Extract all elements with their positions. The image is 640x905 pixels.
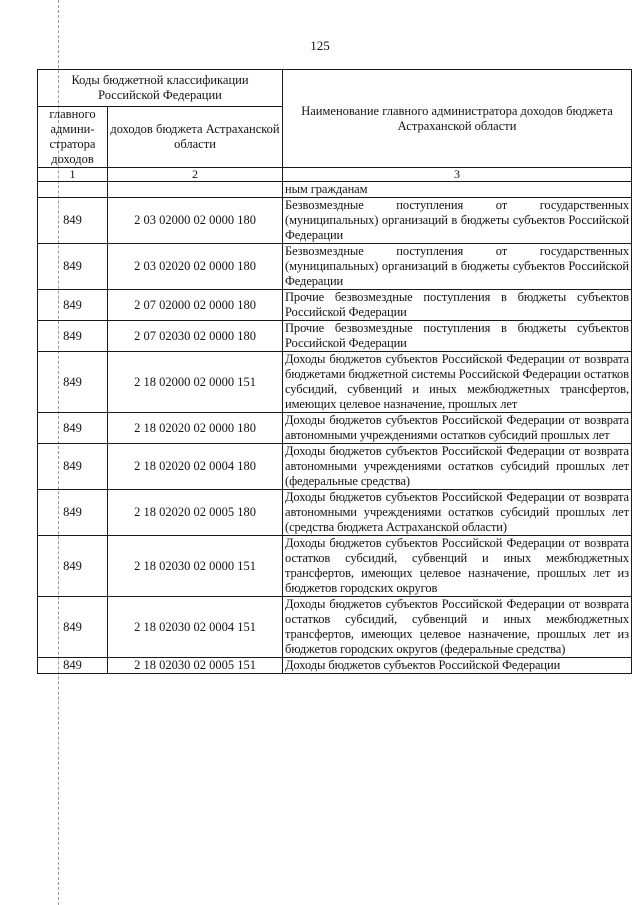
admin-code: 849: [38, 244, 108, 290]
table-row: [38, 444, 632, 490]
admin-code: 849: [38, 658, 108, 674]
header-administrator-name: Наименование главного администратора доходов бюджета Астраханской области: [283, 70, 632, 168]
revenue-code: 2 18 02030 02 0005 151: [108, 658, 283, 674]
table-row: [38, 321, 632, 352]
revenue-name: Доходы бюджетов субъектов Российской Федерации от возврата автономными учреждениями остатков субсидий прошлых лет (средства бюджета Астраханской области): [283, 490, 632, 536]
column-number: 2: [108, 168, 283, 182]
revenue-code: 2 07 02030 02 0000 180: [108, 321, 283, 352]
revenue-name: Доходы бюджетов субъектов Российской Федерации от возврата остатков субсидий, субвенций и иных межбюджетных трансфертов, имеющих целевое назначение, прошлых лет из бюджетов городских округов (федеральные средства): [283, 597, 632, 658]
table-row: [38, 658, 632, 674]
table-row: [38, 352, 632, 413]
column-number-row: [38, 168, 632, 182]
column-number: 1: [38, 168, 108, 182]
admin-code: 849: [38, 352, 108, 413]
revenue-code: 2 03 02020 02 0000 180: [108, 244, 283, 290]
revenue-name: Безвозмездные поступления от государственных (муниципальных) организаций в бюджеты субъектов Российской Федерации: [283, 198, 632, 244]
table-row: [38, 597, 632, 658]
revenue-code: 2 03 02000 02 0000 180: [108, 198, 283, 244]
revenue-name: Доходы бюджетов субъектов Российской Федерации от возврата остатков субсидий, субвенций и иных межбюджетных трансфертов, имеющих целевое назначение, прошлых лет из бюджетов городских округов: [283, 536, 632, 597]
revenue-code: 2 18 02030 02 0004 151: [108, 597, 283, 658]
admin-code: 849: [38, 597, 108, 658]
revenue-code: 2 18 02030 02 0000 151: [108, 536, 283, 597]
revenue-name: Доходы бюджетов субъектов Российской Федерации от возврата бюджетами бюджетной системы Российской Федерации остатков субсидий, субвенций и иных межбюджетных трансфертов, имеющих целевое назначение, прошлых лет: [283, 352, 632, 413]
revenue-name: Доходы бюджетов субъектов Российской Федерации от возврата автономными учреждениями остатков субсидий прошлых лет: [283, 413, 632, 444]
table-row: [38, 536, 632, 597]
revenue-code: 2 18 02020 02 0000 180: [108, 413, 283, 444]
table-row: [38, 413, 632, 444]
revenue-name: Прочие безвозмездные поступления в бюджеты субъектов Российской Федерации: [283, 321, 632, 352]
revenue-name: Прочие безвозмездные поступления в бюджеты субъектов Российской Федерации: [283, 290, 632, 321]
admin-code: 849: [38, 321, 108, 352]
empty-cell: [38, 182, 108, 198]
budget-classification-table: [37, 69, 632, 674]
table-row: [38, 244, 632, 290]
header-classification-codes: Коды бюджетной классификации Российской Федерации: [38, 70, 283, 107]
revenue-code: 2 18 02000 02 0000 151: [108, 352, 283, 413]
admin-code: 849: [38, 290, 108, 321]
revenue-name: Доходы бюджетов субъектов Российской Федерации: [283, 658, 632, 674]
admin-code: 849: [38, 444, 108, 490]
page-number: 125: [310, 38, 330, 53]
header-chief-administrator: главного админи-стратора доходов: [38, 107, 108, 168]
revenue-code: 2 18 02020 02 0004 180: [108, 444, 283, 490]
table-row: [38, 490, 632, 536]
header-budget-revenue: доходов бюджета Астраханской области: [108, 107, 283, 168]
revenue-code: 2 07 02000 02 0000 180: [108, 290, 283, 321]
revenue-name: Безвозмездные поступления от государственных (муниципальных) организаций в бюджеты субъектов Российской Федерации: [283, 244, 632, 290]
table-row: [38, 290, 632, 321]
admin-code: 849: [38, 536, 108, 597]
admin-code: 849: [38, 413, 108, 444]
revenue-name: Доходы бюджетов субъектов Российской Федерации от возврата автономными учреждениями остатков субсидий прошлых лет (федеральные средства): [283, 444, 632, 490]
continuation-text: ным гражданам: [283, 182, 632, 198]
empty-cell: [108, 182, 283, 198]
admin-code: 849: [38, 198, 108, 244]
column-number: 3: [283, 168, 632, 182]
table-header-row: [38, 70, 632, 107]
admin-code: 849: [38, 490, 108, 536]
table-row: [38, 198, 632, 244]
continuation-row: [38, 182, 632, 198]
revenue-code: 2 18 02020 02 0005 180: [108, 490, 283, 536]
